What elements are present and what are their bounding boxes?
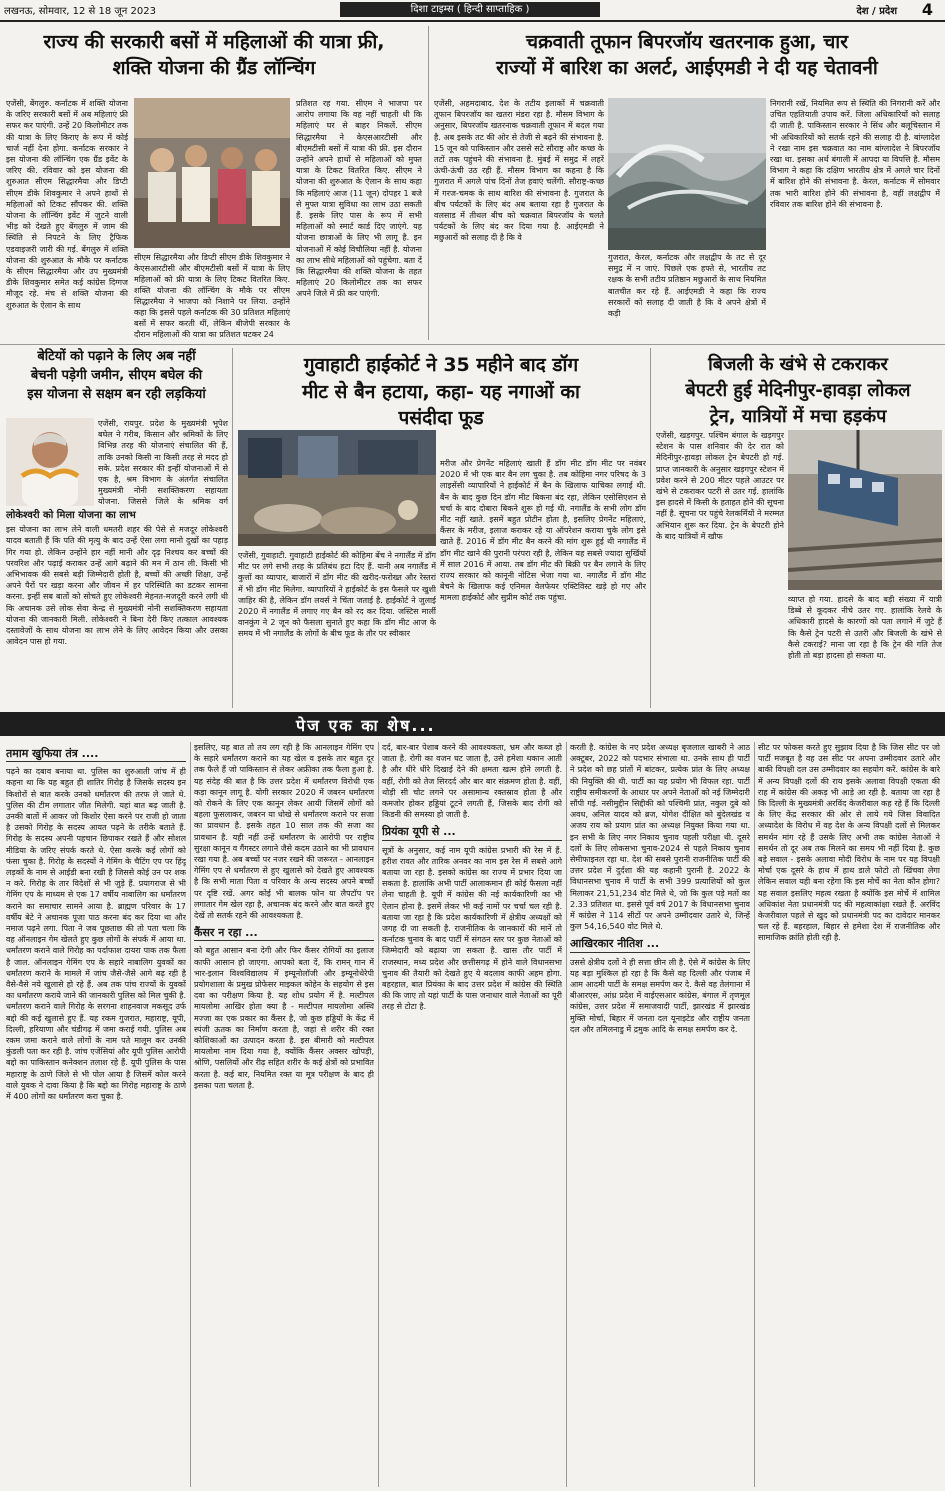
continuation-col-3: दर्द, बार-बार पेशाब करने की आवश्यकता, भ्रम और कब्ज हो जाता है. रोगी का वजन घट जाता है, उसे हमेशा थकान आती है और धीरे धीरे दिखाई देने की क्षमता खत्म होने लगती है. वहीं, रोगी को तेज सिरदर्द और बार बार संक्रमण होता है. वहीं, थोड़ी सी चोट लगने पर असामान्य रक्तस्राव होता है और कमजोर होकर हड्डियां टूटने लगती हैं, जिसके बाद रोगी को किडनी की समस्या हो जाती है. प्रियंका यूपी से ... सूत्रों के अनुसार, कई नाम यूपी कांग्रेस प्रभारी की रेस में हैं. हरीश रावत और तारिक अनवर का नाम इस रेस में सबसे आगे बताया जा रहा है. इसको कांग्रेस का राज्य में प्रभार दिया जा सकता है. हालांकि अभी पार्टी आलाकमान ही कोई फैसला नहीं लेना चाहती है. यूपी में कांग्रेस की नई कार्यकारिणी का भी ऐलान होना है. इसमें लेकर भी कई नामों पर चर्चा चल रही है. बताया जा रहा है कि प्रदेश कार्यकारिणी में क्षेत्रीय अध्यक्षों को जगह दी जा सकती है. राजनीतिक के जानकारों की मानें तो कर्नाटक चुनाव के बाद पार्टी में संगठन स्तर पर कुछ नेताओं को जिम्मेदारी को बढ़ाया जा सकता है. खास तौर पार्टी में राजस्थान, मध्य प्रदेश और छत्तीसगढ़ में होने वाले विधानसभा चुनाव की तैयारी को देखते हुए ये बदलाव काफी अहम होगा. बहरहाल, बात प्रियंका के बाद उत्तर प्रदेश में कांग्रेस की स्थिति की कि जाए तो यहां पार्टी के पास जनाधार वाले नेताओं का पूरी तरह से टोटा है.	[382, 743, 562, 1012]
column-divider	[378, 742, 379, 1487]
article-dog-meat-body-right: मरीज और प्रेगनेंट महिलाएं खाती हैं डॉग मीट डॉग मीट पर नवंबर 2020 में भी एक बार बैन लग चुका है. तब कोहिमा नगर परिषद के 3 लाइसेंसी व्यापारियों ने हाईकोर्ट में बैन के खिलाफ याचिका लगाई थी. बैन के बाद कुछ दिन डॉग मीट बिकना बंद रहा, लेकिन एसोसिएशन से चर्चा के बाद दोबारा बिकने शुरू हो गई थी. नगालैंड के सभी लोग डॉग मीट नहीं खाते. इसमें बहुत प्रोटीन होता है, इसलिए प्रेगनेंट महिलाएं, कैंसर के मरीज, इलाज कराकर रहे या ऑपरेशन कराया चुके लोग इसे खाते हैं. 2016 में डॉग मीट बैन करने की मांग शुरू हुई थी नगालैंड में डॉग मीट खाने की पुरानी परंपरा रही है, लेकिन यह सबसे ज्यादा सुर्खियों में साल 2016 में आया. तब डॉग मीट की बिक्री पर बैन लगाने के लिए राज्य सरकार को कानूनी नोटिस भेजा गया था. नगालैंड में डॉग मीट बेचने के खिलाफ कई एनिमल वेलफेयर एक्टिविस्ट खड़े हो गए और मामला हाईकोर्ट और सुप्रीम कोर्ट तक पहुंचा.	[440, 459, 646, 603]
article-train-body: एजेंसी, खड़गपुर. पश्चिम बंगाल के खड़गपुर स्टेशन के पास शनिवार की देर रात को मेदिनीपुर-हावड़ा लोकल ट्रेन बेपटरी हो गई. प्राप्त जानकारी के अनुसार खड़गपुर स्टेशन में प्रवेश करने से 200 मीटर पहले आउटर पर खंभे से टकराकर पटरी से उतर गई. हालांकि इस हादसे में किसी के हताहत होने की सूचना नहीं है. सूचना पर पहुंचे रेलकर्मियों ने मरम्मत अभियान शुरू कर दिया. ट्रेन के बेपटरी होने के बाद यात्रियों में खौफ	[656, 431, 784, 541]
column-divider	[566, 742, 567, 1487]
edition-date: लखनऊ, सोमवार, 12 से 18 जून 2023	[4, 6, 156, 17]
column-divider	[754, 742, 755, 1487]
continued-section-title: पेज एक का शेष...	[296, 716, 436, 735]
column-divider	[232, 348, 233, 708]
continuation-title-cancer: कैंसर न रहा ...	[194, 927, 374, 941]
continuation-col-2: इसलिए, यह बात तो तय लग रही है कि आनलाइन गेमिंग एप के सहारे धर्मांतरण कराने का यह खेल व इसके तार बहुत दूर तक फैले हैं जो पाकिस्तान से लेकर अफ्रीका तक फैला हुआ है. यह संदेह की बात है कि उत्तर प्रदेश में धर्मांतरण विरोधी एक कड़ा कानून लागू है. योगी सरकार 2020 में जबरन धर्मांतरण को रोकने के लिए एक कानून लेकर आयी जिसमें लोगों को बहला फुसलाकर, जबरन या धोखे से धर्मांतरण कराने पर सजा का प्रावधान है. इसके तहत 10 साल तक की सजा का प्रावधान है. यही नहीं उन्हें धर्मांतरण के आरोपी पर राष्ट्रीय सुरक्षा कानून व गैंगस्टर लगाने जैसे कदम उठाने का भी प्रावधान रखा गया है. अब बच्चों पर नजर रखने की जरूरत - आनलाइन गेमिंग एप से धर्मांतरण से हुए खुलासे को देखते हुए आवश्यक है कि सभी माता पिता व परिवार के अन्य सदस्य अपने बच्चों पर दृष्टि रखें. अगर कोई भी बालक फोन या लैपटॉप पर लगातार गेम खेल रहा है, अचानक बंद करने और बात करते हुए देखें तो सतर्क रहने की आवश्यकता है. कैंसर न रहा ... को बहुत आसान बना देगी और फिर कैंसर रोगियों का इलाज काफी आसान हो जाएगा. आपको बता दें, कि रामन् गान में भार-इलान विश्वविद्यालय में इम्यूनोलॉजी और इम्यूनोथेरेपी प्रयोगशाला के प्रमुख प्रोफेसर माइकल कोहेन के सहयोग से इस दवा का परीक्षण किया है. यह शोध प्रयोग में है. मल्टीपल मायलोमा आखिर होता क्या है - मल्टीपल मायलोमा अस्थि मज्जा का एक प्रकार का कैंसर है, जो कुछ हड्डियों के केंद्र में स्पंजी ऊतक का निर्माण करता है, जहां से शरीर की रक्त कोशिकाओं का उत्पादन करता है. इस बीमारी को मल्टीपल मायलोमा नाम दिया गया है, क्योंकि कैंसर अक्सर खोपड़ी, श्रोणि, पसलियों और रीढ़ सहित शरीर के कई क्षेत्रों को प्रभावित करता है. कई बार, नियमित रक्त या मूत्र परीक्षण के बाद ही इसका पता चलता है.	[194, 743, 374, 1090]
masthead	[0, 0, 945, 22]
column-divider	[650, 348, 651, 708]
article-dog-meat-body: एजेंसी, गुवाहाटी. गुवाहाटी हाईकोर्ट की कोहिमा बेंच ने नगालैंड में डॉग मीट पर लगे सभी तरह के प्रतिबंध हटा दिए हैं. यानी अब नगालैंड में कुत्तों का व्यापार, बाजारों में डॉग मीट की खरीद-फरोख्त और रेस्तरां में भी डॉग मीट मिलेगा. व्यापारियों ने हाईकोर्ट के इस फैसले पर खुशी जाहिर की है, लेकिन डॉग लवर्स ने चिंता जताई है. हाईकोर्ट ने जुलाई 2020 में नगालैंड में लगाए गए बैन को रद कर दिया. जस्टिस मार्ली वानकुंग ने 2 जून को फैसला सुनाते हुए कहा कि डॉग मीट आज के समय में भी नगालैंड के लोगों के बीच फूड के तौर पर स्वीकार	[238, 551, 436, 639]
photo-derailed-train	[788, 430, 942, 590]
article-women-bus-body: एजेंसी, बेंगलुरु. कर्नाटक में शक्ति योजना के जरिए सरकारी बसों में अब महिलाएं फ्री सफर कर पाएंगी. उन्हें 20 किलोमीटर तक की यात्रा के लिए किराए के रूप में कोई चार्ज नहीं देना होगा. कर्नाटक सरकार ने इस योजना की लॉन्चिंग एक ग्रैंड इवेंट के जरिए की. रविवार को इस योजना की शुरुआत सीएम सिद्धारमैया और डिप्टी सीएम डीके शिवकुमार ने अपने हाथों से महिलाओं को टिकट सौंपकर की. शक्ति योजना के लॉन्चिंग इवेंट में जुटने वाली भीड़ को देखते हुए बेंगलुरु में जाम की स्थिति से निपटने के लिए ट्रैफिक एडवाइजरी जारी की गई. बेंगलुरु में शक्ति योजना की शुरुआत के मौके पर कर्नाटक के सीएम सिद्धारमैया और उप मुख्यमंत्री डीके शिवकुमार समेत कई कांग्रेस दिग्गज मौजूद रहे. मंच से शक्ति योजना की शुरुआत के ऐलान के साथ	[6, 99, 128, 310]
baghel-subheading: लोकेश्वरी को मिला योजना का लाभ	[6, 510, 136, 521]
headline-dog-meat: गुवाहाटी हाईकोर्ट ने 35 महीने बाद डॉग मीट से बैन हटाया, कहा- यह नगाओं का पसंदीदा फूड	[302, 354, 580, 430]
photo-bus-caption: सीएम सिद्धारमैया और डिप्टी सीएम डीके शिवकुमार ने केएसआरटीसी और बीएमटीसी बसों में यात्रा के लिए महिलाओं को फ्री यात्रा के लिए टिकट वितरित किए. शक्ति योजना की लॉन्चिंग के मौके पर सीएम सिद्धारमैया ने भाजपा को निशाने पर लिया. उन्होंने कहा कि इससे पहले कर्नाटक की 30 प्रतिशत महिलाएं बसों में सफर करती थीं, लेकिन बीजेपी सरकार के दौरान महिलाओं की यात्रा का प्रतिशत घटकर 24	[134, 253, 290, 339]
page-number: 4	[921, 0, 933, 19]
article-cyclone-body: एजेंसी, अहमदाबाद. देश के तटीय इलाकों में चक्रवाती तूफान बिपरजॉय का खतरा मंडरा रहा है. मौसम विभाग के अनुसार, बिपरजॉय खतरनाक चक्रवाती तूफान में बदल गया है. अब इसके तट की ओर से तेजी से बढ़ने की संभावना है. 15 जून को पाकिस्तान और उससे सटे सौराष्ट्र और कच्छ के तटों तक पहुंचने की संभावना है. मुंबई में समुद्र में लहरें ऊंची-ऊंची उठ रही हैं. मौसम विभाग का कहना है कि गुजरात में अगले पांच दिनों तेज हवाएं चलेंगी. सौराष्ट्र-कच्छ में गरज-चमक के साथ बारिश की संभावना है. गुजरात के बीच पर्यटकों के लिए बंद अब बताया रहा है गुजरात के वलसाड में तीथल बीच को चक्रवात बिपरजॉय के चलते पर्यटकों के लिए बंद कर दिया गया है. आईएमडी ने मछुआरों को सलाह दी है कि वे	[434, 99, 604, 243]
photo-dogs-market	[238, 430, 436, 546]
article-cyclone-body-right: निगरानी रखें, नियमित रूप से स्थिति की निगरानी करें और उचित एहतियाती उपाय करें. जिला अधिकारियों को सलाह दी जाती है. पाकिस्तान सरकार ने सिंध और बलूचिस्तान में भी अधिकारियों को सतर्क रहने की सलाह दी है. बांग्लादेश ने रखा नाम इस चक्रवात का नाम बांग्लादेश ने बिपरजॉय रखा था. इसका अर्थ बंगाली में आपदा या विपत्ति है. मौसम विभाग ने कहा कि दक्षिण भारतीय क्षेत्र में अगले चार दिनों में बारिश होने की संभावना है. केरल, कर्नाटक में सोमवार तक भारी बारिश होने की संभावना है, वहीं लक्षद्वीप में रविवार तक बारिश होने की संभावना है.	[770, 99, 940, 209]
article-baghel-intro: एजेंसी, रायपुर. प्रदेश के मुख्यमंत्री भूपेश बघेल ने गरीब, किसान और श्रमिकों के लिए विभिन्न तरह की योजनाएं संचालित की हैं, ताकि उनको किसी ना किसी तरह से मदद हो सके. प्रदेश सरकार की इन्हीं योजनाओं में से एक है, श्रम विभाग के अंतर्गत संचालित मुख्यमंत्री नोनी सशक्तिकरण सहायता योजना. जिससे जिले के श्रमिक वर्ग	[98, 419, 228, 506]
continued-section-band	[0, 712, 945, 736]
row-divider	[0, 344, 945, 345]
photo-bus-launch	[134, 98, 290, 248]
continuation-title-nitish: आखिरकार नीतिश ...	[570, 938, 750, 952]
newspaper-name: दिशा टाइम्स ( हिन्दी साप्ताहिक )	[340, 2, 600, 17]
article-women-bus-body-right: प्रतिशत रह गया. सीएम ने भाजपा पर आरोप लगाया कि वह नहीं चाहती थी कि महिलाएं घर से बाहर निकलें. सीएम सिद्धारमैया ने केएसआरटीसी और बीएमटीसी बसों में यात्रा की फ्री. इस दौरान उन्होंने अपने हाथों से महिलाओं को मुफ्त यात्रा के टिकट वितरित किए. सीएम ने योजना की शुरुआत के ऐलान के साथ कहा कि महिलाएं आज (11 जून) दोपहर 1 बजे से मुफ्त यात्रा सुविधा का लाभ उठा सकती हैं. इसके लिए पास के रूप में सभी महिलाओं को स्मार्ट कार्ड दिए जाएंगे. यह योजना छात्राओं के लिए भी लागू है. इन योजनाओं में कोई विचौलिया नहीं है. योजना का लाभ सीधे महिलाओं को पहुंचेगा. बता दें कि सिद्धारमैया की शक्ति योजना के तहत महिलाएं 20 किलोमीटर तक का सफर अपने जिले में फ्री कर पाएंगी.	[296, 99, 422, 299]
continuation-col-5: सीट पर फोकस करते हुए सुझाव दिया है कि जिस सीट पर जो पार्टी मजबूत है वह उस सीट पर अपना उम्मीदवार उतारे और बाकी विपक्षी दल उस उम्मीदवार का सहयोग करें. कांग्रेस के बारे में अन्य विपक्षी दलों की राय इसके अलावा विपक्षी एकता की राह में कांग्रेस की अकड़ भी आड़े आ रही है. बताया जा रहा है कि दिल्ली के मुख्यमंत्री अरविंद केजरीवाल कह रहे हैं कि दिल्ली के लिए केंद्र सरकार की ओर से लाये गये जिस विवादित अध्यादेश के विरोध में वह देश के अन्य विपक्षी दलों से मिलकर समर्थन मांग रहे हैं उसके लिए अभी तक कांग्रेस नेताओं ने समर्थन तो दूर अब तक मिलने का समय भी नहीं दिया है. कुछ बड़े सवाल - इसके अलावा मोदी विरोध के नाम पर यह विपक्षी मोर्चा एक दूसरे के हाथ में हाथ डाले फोटो तो खिंचवा लेगा लेकिन सवाल यही बना रहेगा कि इस मोर्चे का नेता कौन होगा? यह सवाल इसलिए महत्व रखता है क्योंकि इस मोर्चे में शामिल अधिकांश नेता प्रधानमंत्री पद की महत्वाकांक्षा रखते हैं. अरविंद केजरीवाल पहले से खुद को प्रधानमंत्री पद का दावेदार मानकर चल रहे हैं. बहरहाल, बिहार से हमेशा देश में राजनीतिक और सामाजिक क्रांति होती रही है.	[758, 743, 940, 943]
continuation-col-1: तमाम खुफिया तंत्र .... पढ़ने का दबाव बनाया था. पुलिस का शुरुआती जांच में ही कहना था कि यह बहुत ही शातिर गिरोह है जिसके सदस्य इन किशोरों से बात करके उनको धर्मांतरण की तरफ ले जाते थे. पुलिस की टीम लगातार जीत मिलेगी. यहां बात बढ़ जाती है. उनकी बातों में आकर जो किशोर ऐसा करने पर राजी हो जाता है उसको गिरोह के सदस्य आयत पढ़ने के तरीके बताते हैं. गिरोह के सदस्य अपनी पहचान छिपाकर रखते हैं और सोशल मीडिया के जरिए संपर्क करते थे. ऐसा करके कई लोगों को फंसा चुका है. गिरोह के सदस्यों ने गेमिंग के चैटिंग एप पर हिंदू लड़कों के नाम से आईडी बना रखी है जिससे कोई उन पर शक न करे. गिरोह के तार विदेशों से भी जुड़े हैं. प्रयागराज से भी गेमिंग एप के माध्यम से एक 17 वर्षीय नाबालिग का धर्मांतरण कराने का समाचार सामने आया है. ब्राह्मण परिवार के 17 वर्षीय बेटे ने अचानक पूजा पाठ करना बंद कर दिया था और नमाज पढ़ने लगा. पिता ने जब पूछताछ की तो पता चला कि वह ऑनलाइन गेम खेलते हुए कुछ लोगों के संपर्क में आया था. धर्मांतरण कराने वाले गिरोह का पर्दाफाश दायरा पाक तक फैला है जाल. ऑनलाइन गेमिंग एप के सहारे नाबालिग युवकों का धर्मांतरण कराने के मामले में जांच जैसे-जैसे आगे बढ़ रही है वैसे-वैसे नये खुलासे हो रहे हैं. अब तक पांच राज्यों के युवकों का धर्मांतरण कराये जाने की जानकारी पुलिस को मिल चुकी है. धर्मांतरण कराने वाले गिरोह के सरगना शाहनवाज मकसूद उर्फ बद्दो की कई खुलासे हुए हैं. यह रकम गुजरात, महाराष्ट्र, यूपी, दिल्ली, हरियाणा और चंडीगढ़ में जमा कराई गयी. पुलिस अब रकम जमा कराने वाले लोगों के नाम पते मालूम कर उनकी कुंडली पता कर रही है. जांच एजेंसियां और यूपी पुलिस आरोपी बद्दो का पाकिस्तान कनेक्शन तलाश रहे हैं. यूपी पुलिस के पास महाराष्ट्र के ठाणे जिले से भी पोल आया है जिसमें कोल करने वाले युवक ने दावा किया है कि बद्दो का गिरोह महाराष्ट्र के ठाणे में 400 लोगों का धर्मांतरण करा चुका है.	[6, 747, 186, 1102]
column-divider	[190, 742, 191, 1487]
continuation-title-intel: तमाम खुफिया तंत्र ....	[6, 748, 186, 762]
section-name: देश / प्रदेश	[856, 6, 897, 17]
column-divider	[428, 26, 429, 340]
continuation-col-4: करती है. कांग्रेस के नए प्रदेश अध्यक्ष बृजलाल खाबरी ने आठ अक्टूबर, 2022 को पदभार संभाला था. उनके साथ ही पार्टी ने प्रदेश को छह प्रांतों में बांटकर, प्रत्येक प्रांत के लिए अध्यक्ष की नियुक्ति की थी. पार्टी का यह प्रयोग भी विफल रहा. पार्टी राष्ट्रीय समीकरणों के आधार पर अपने नेताओं को नई जिम्मेदारी सौंपी गई. नसीमुद्दीन सिद्दीकी को पश्चिमी प्रांत, नकुल दुबे को अवध, अनिल यादव को ब्रज, योगेश दीक्षित को बुंदेलखंड व अजय राय को प्रयाग प्रांत का अध्यक्ष नियुक्त किया गया था. इन सभी के लिए नगर निकाय चुनाव पहली परीक्षा थी. दूसरे दलों के लिए लोकसभा चुनाव-2024 से पहले निकाय चुनाव सेमीफाइनल रहा था. देश की सबसे पुरानी राजनीतिक पार्टी की उत्तर प्रदेश में दुर्दशा की यह कहानी पुरानी है. 2022 के विधानसभा चुनाव में पार्टी के सभी 399 प्रत्याशियों को कुल मिलाकर 21,51,234 वोट मिले थे, जो कि कुल पड़े मतों का 2.33 प्रतिशत था. इससे पूर्व वर्ष 2017 के विधानसभा चुनाव में कांग्रेस ने 114 सीटों पर अपने उम्मीदवार उतारे थे, जिन्हें कुल 54,16,540 वोट मिले थे. आखिरकार नीतिश ... उससे क्षेत्रीय दलों ने ही सत्ता छीन ली है. ऐसे में कांग्रेस के लिए यह बड़ा मुश्किल हो रहा है कि कैसे वह दिल्ली और पंजाब में आम आदमी पार्टी के समक्ष समर्पण कर दे. कैसे वह तेलंगाना में बीआरएस, आंध्र प्रदेश में वाईएसआर कांग्रेस, बंगाल में तृणमूल कांग्रेस, उत्तर प्रदेश में समाजवादी पार्टी, झारखंड में झारखंड मुक्ति मोर्चा, बिहार में जनता दल यूनाइटेड और राष्ट्रीय जनता दल और तमिलनाडु में द्रमुक आदि के समक्ष समर्पण कर दे.	[570, 743, 750, 1034]
photo-stormy-sea	[608, 98, 766, 250]
continuation-title-priyanka: प्रियंका यूपी से ...	[382, 826, 562, 840]
headline-train: बिजली के खंभे से टकराकर बेपटरी हुई मेदिनीपुर-हावड़ा लोकल ट्रेन, यात्रियों में मचा हड़कंप	[685, 354, 911, 428]
article-train-body-right: व्याप्त हो गया. हादसे के बाद बड़ी संख्या में यात्री डिब्बे से कूदकर नीचे उतर गए. हालांकि रेलवे के अधिकारी हादसे के कारणों को पता लगाने में जुटे हैं कि कैसे ट्रेन पटरी से उतरी और बिजली के खंभे से कैसे टकराई? माना जा रहा है कि ट्रेन की गति तेज होती तो बड़ा हादसा हो सकता था.	[788, 595, 942, 661]
cyclone-photo-caption: गुजरात, केरल, कर्नाटक और लक्षद्वीप के तट से दूर समुद्र में न जाएं. पिछले एक हफ्ते से, भारतीय तट रक्षक के सभी तटीय प्रतिष्ठान मछुआरों के साथ नियमित बातचीत कर रहे हैं. आईएमडी ने कहा कि राज्य सरकारों को सलाह दी जाती है कि वे अपने क्षेत्रों में कड़ी	[608, 253, 766, 319]
headline-women-bus: राज्य की सरकारी बसों में महिलाओं की यात्रा फ्री, शक्ति योजना की ग्रैंड लॉन्चिंग	[43, 31, 385, 79]
photo-cm-baghel	[6, 418, 94, 506]
headline-baghel: बेटियों को पढ़ाने के लिए अब नहीं बेचनी पड़ेगी जमीन, सीएम बघेल की इस योजना से सक्षम बन रही लड़कियां	[27, 349, 206, 402]
headline-cyclone: चक्रवाती तूफान बिपरजॉय खतरनाक हुआ, चार राज्यों में बारिश का अलर्ट, आईएमडी ने दी यह चेतावनी	[496, 31, 878, 79]
article-baghel-body: लोकेश्वरी को मिला योजना का लाभ इस योजना का लाभ लेने वाली धमतरी शहर की पेसे से मजदूर लोकेश्वरी यादव बताती हैं कि पति की मृत्यु के बाद उन्हें ऐसा लगा मानो दुखों का पहाड़ गिर गया हो. लेकिन उन्होंने हार नहीं मानी और दृढ़ निश्चय कर बच्चों की परवरिश और पढ़ाई कराकर उन्हें आगे बढ़ाने की मन में ठान ली. किसी भी अभिभावक की सबसे बड़ी जिम्मेदारी होती है, बच्चों की अच्छी शिक्षा, उन्हें अपने पैरों पर खड़ा करना और जीवन में हर परिस्थिति का डटकर सामना करना. इन्हीं सब बातों को सोचते हुए लोकेश्वरी मेहनत-मजदूरी करने लगी थी कि अचानक उसे लोक सेवा केन्द्र से मुख्यमंत्री नोनी सशक्तिकरण सहायता योजना की जानकारी मिली. लोकेश्वरी ने बिना देरी किए तत्काल आवश्यक दस्तावेजों के साथ योजना का लाभ लेने के लिए आवेदन किया और उसका आवेदन पास हो गया.	[6, 510, 228, 647]
